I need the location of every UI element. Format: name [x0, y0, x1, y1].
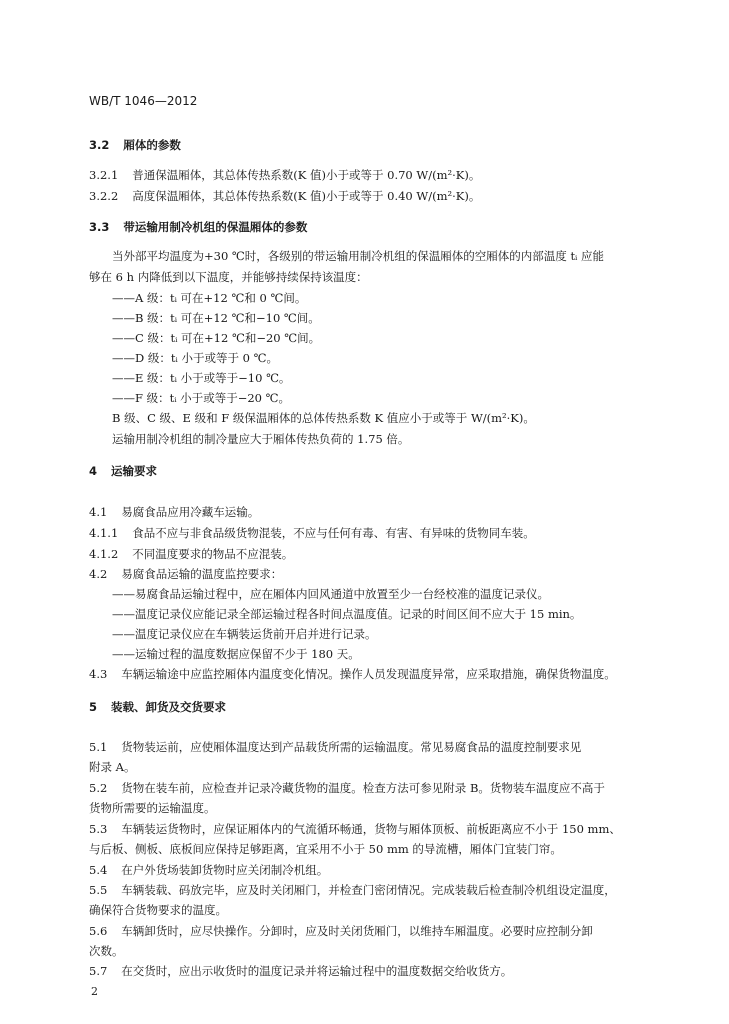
clause-3-2-2: 3.2.2 高度保温厢体，其总体传热系数(K 值)小于或等于 0.40 W/(m²·K)。: [89, 189, 481, 203]
section-4-heading: 4 运输要求: [89, 464, 158, 478]
clause-5-3: 5.3 车辆装运货物时，应保证厢体内的气流循环畅通，货物与厢体顶板、前板距离应不小于 150 mm、: [89, 822, 621, 836]
standard-code: WB/T 1046—2012: [89, 94, 198, 108]
clause-5-6: 5.6 车辆卸货时，应尽快操作。分卸时，应及时关闭货厢门，以维持车厢温度。必要时应控制分卸: [89, 924, 593, 938]
clause-4-1-2: 4.1.2 不同温度要求的物品不应混装。: [89, 547, 294, 561]
grade-a-item: ——A 级：tᵢ 可在+12 ℃和 0 ℃间。: [112, 291, 307, 305]
grade-c-item: ——C 级：tᵢ 可在+12 ℃和−20 ℃间。: [112, 331, 321, 345]
clause-4-1: 4.1 易腐食品应用冷藏车运输。: [89, 505, 260, 519]
clause-5-2: 5.2 货物在装车前，应检查并记录冷藏货物的温度。检查方法可参见附录 B。货物装车温度应不高于: [89, 781, 605, 795]
clause-4-2: 4.2 易腐食品运输的温度监控要求：: [89, 567, 283, 581]
list-item: ——运输过程的温度数据应保留不少于 180 天。: [112, 647, 360, 661]
grade-f-item: ——F 级：tᵢ 小于或等于−20 ℃。: [112, 391, 291, 405]
list-item: ——温度记录仪应在车辆装运货前开启并进行记录。: [112, 627, 377, 641]
paragraph-line: 运输用制冷机组的制冷量应大于厢体传热负荷的 1.75 倍。: [112, 432, 410, 446]
grade-e-item: ——E 级：tᵢ 小于或等于−10 ℃。: [112, 371, 291, 385]
page-number: 2: [91, 985, 98, 998]
paragraph-line: 够在 6 h 内降低到以下温度，并能够持续保持该温度：: [89, 270, 368, 284]
clause-5-7: 5.7 在交货时，应出示收货时的温度记录并将运输过程中的温度数据交给收货方。: [89, 964, 513, 978]
clause-5-5: 5.5 车辆装载、码放完毕，应及时关闭厢门，并检查门密闭情况。完成装载后检查制冷机组设定温度，: [89, 883, 616, 897]
paragraph-line: 确保符合货物要求的温度。: [89, 903, 227, 917]
clause-3-2-1: 3.2.1 普通保温厢体，其总体传热系数(K 值)小于或等于 0.70 W/(m²·K)。: [89, 168, 481, 182]
clause-4-1-1: 4.1.1 食品不应与非食品级货物混装，不应与任何有毒、有害、有异味的货物同车装。: [89, 526, 535, 540]
list-item: ——易腐食品运输过程中，应在厢体内回风通道中放置至少一台经校准的温度记录仪。: [112, 587, 549, 601]
paragraph-line: 与后板、侧板、底板间应保持足够距离，宜采用不小于 50 mm 的导流槽，厢体门宜装门帘。: [89, 842, 562, 856]
paragraph-line: 附录 A。: [89, 760, 136, 774]
clause-5-4: 5.4 在户外货场装卸货物时应关闭制冷机组。: [89, 863, 329, 877]
paragraph-line: 货物所需要的运输温度。: [89, 801, 216, 815]
clause-4-3: 4.3 车辆运输途中应监控厢体内温度变化情况。操作人员发现温度异常，应采取措施，确保货物温度。: [89, 667, 616, 681]
grade-d-item: ——D 级：tᵢ 小于或等于 0 ℃。: [112, 351, 278, 365]
paragraph-line: B 级、C 级、E 级和 F 级保温厢体的总体传热系数 K 值应小于或等于 W/(m²·K)。: [112, 411, 535, 425]
section-3-2-heading: 3.2 厢体的参数: [89, 138, 181, 152]
section-3-3-heading: 3.3 带运输用制冷机组的保温厢体的参数: [89, 220, 308, 234]
paragraph-line: 当外部平均温度为+30 ℃时，各级别的带运输用制冷机组的保温厢体的空厢体的内部温度 tᵢ 应能: [112, 249, 605, 263]
list-item: ——温度记录仪应能记录全部运输过程各时间点温度值。记录的时间区间不应大于 15 min。: [112, 607, 582, 621]
paragraph-line: 次数。: [89, 944, 124, 958]
grade-b-item: ——B 级：tᵢ 可在+12 ℃和−10 ℃间。: [112, 311, 320, 325]
clause-5-1: 5.1 货物装运前，应使厢体温度达到产品载货所需的运输温度。常见易腐食品的温度控制要求见: [89, 740, 582, 754]
section-5-heading: 5 装载、卸货及交货要求: [89, 700, 227, 714]
